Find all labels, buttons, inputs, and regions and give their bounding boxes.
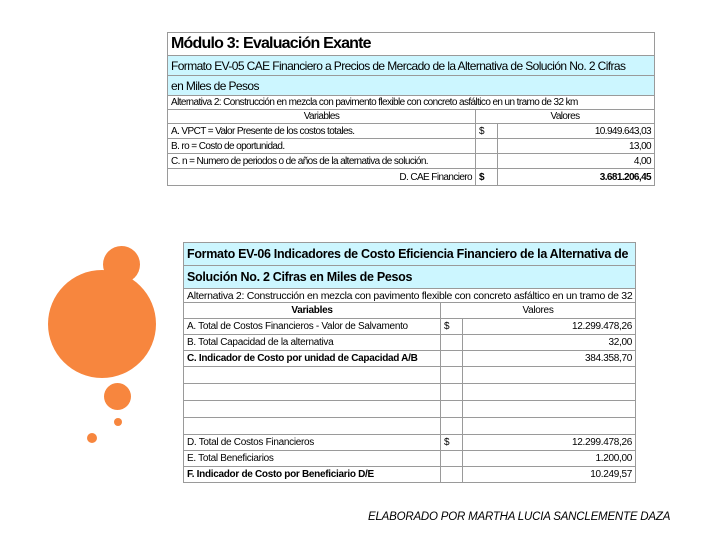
table-row: [184, 451, 636, 467]
row-currency: [441, 467, 463, 483]
table-row-empty: [184, 367, 636, 384]
row-label: C. Indicador de Costo por unidad de Capacidad A/B: [184, 351, 441, 367]
result-value: 3.681.206,45: [498, 169, 655, 186]
ev06-table: [183, 242, 636, 483]
ev05-header-line2: en Miles de Pesos: [168, 76, 655, 96]
ev05-table: [167, 32, 655, 186]
row-currency: [441, 351, 463, 367]
ev05-col-values: Valores: [476, 110, 655, 124]
decor-circle-small-3: [114, 418, 122, 426]
row-currency: [441, 451, 463, 467]
ev06-alternative: Alternativa 2: Construcción en mezcla con pavimento flexible con concreto asfáltico en un tramo de 32: [184, 289, 636, 303]
row-value: 4,00: [498, 154, 655, 169]
row-value: 13,00: [498, 139, 655, 154]
row-label: E. Total Beneficiarios: [184, 451, 441, 467]
row-currency: [441, 335, 463, 351]
row-value: 10.249,57: [463, 467, 636, 483]
ev05-alternative: Alternativa 2: Construcción en mezcla con pavimento flexible con concreto asfáltico en un tramo de 32 km: [168, 96, 655, 110]
table-row: [184, 335, 636, 351]
table-row-empty: [184, 418, 636, 435]
row-value: 32,00: [463, 335, 636, 351]
row-label: F. Indicador de Costo por Beneficiario D/E: [184, 467, 441, 483]
decor-circle-medium: [103, 246, 140, 283]
ev05-header-line1: Formato EV-05 CAE Financiero a Precios de Mercado de la Alternativa de Solución No. 2 Cifras: [168, 56, 655, 76]
row-currency: $: [476, 124, 498, 139]
table-row: [184, 351, 636, 367]
row-value: 10.949.643,03: [498, 124, 655, 139]
table-row: [184, 467, 636, 483]
row-currency: [476, 139, 498, 154]
ev06-header-line1: Formato EV-06 Indicadores de Costo Eficiencia Financiero de la Alternativa de: [184, 243, 636, 266]
ev06-header-line2: Solución No. 2 Cifras en Miles de Pesos: [184, 266, 636, 289]
row-label: B. ro = Costo de oportunidad.: [168, 139, 476, 154]
footer-author: ELABORADO POR MARTHA LUCIA SANCLEMENTE DAZA: [368, 511, 671, 523]
row-label: A. VPCT = Valor Presente de los costos totales.: [168, 124, 476, 139]
slide-title: Módulo 3: Evaluación Exante: [168, 33, 655, 56]
table-row-result: [168, 169, 655, 186]
row-currency: $: [441, 319, 463, 335]
row-currency: [476, 154, 498, 169]
ev06-col-variables: Variables: [184, 303, 441, 319]
row-currency: $: [441, 435, 463, 451]
decor-circle-large: [48, 270, 156, 378]
row-value: 384.358,70: [463, 351, 636, 367]
row-label: B. Total Capacidad de la alternativa: [184, 335, 441, 351]
row-value: 1.200,00: [463, 451, 636, 467]
result-label: D. CAE Financiero: [168, 169, 476, 186]
table-row: [168, 124, 655, 139]
table-row: [168, 154, 655, 169]
row-value: 12.299.478,26: [463, 319, 636, 335]
table-row: [184, 435, 636, 451]
decor-circle-small-2: [87, 433, 97, 443]
table-row-empty: [184, 401, 636, 418]
row-value: 12.299.478,26: [463, 435, 636, 451]
row-label: A. Total de Costos Financieros - Valor de Salvamento: [184, 319, 441, 335]
ev06-col-values: Valores: [441, 303, 636, 319]
table-row-empty: [184, 384, 636, 401]
table-row: [168, 139, 655, 154]
row-label: D. Total de Costos Financieros: [184, 435, 441, 451]
row-label: C. n = Numero de periodos o de años de la alternativa de solución.: [168, 154, 476, 169]
result-currency: $: [476, 169, 498, 186]
table-row: [184, 319, 636, 335]
decor-circle-small-1: [104, 383, 131, 410]
ev05-col-variables: Variables: [168, 110, 476, 124]
